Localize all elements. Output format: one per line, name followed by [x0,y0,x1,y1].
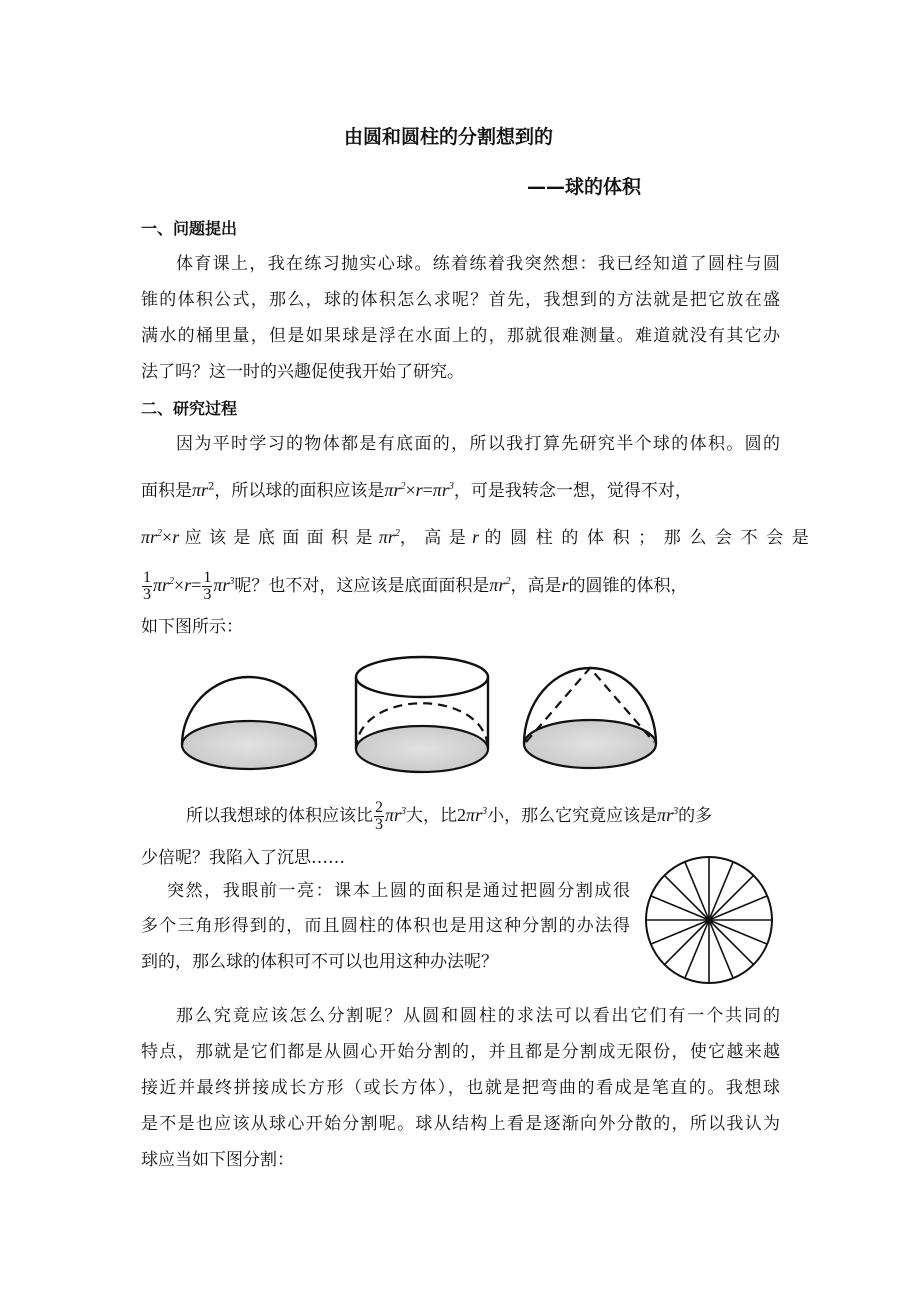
s1-line4: 法了吗？这一时的兴趣促使我开始了研究。 [141,362,464,382]
math-pi-r2-c: $\pi r^2$ [489,575,511,595]
para4-line5: 球应当如下图分割： [141,1150,294,1170]
circle-radius-line [664,875,709,920]
frac-one-third: $\frac{1}{3}$ [143,569,151,603]
circle-radius-line [664,920,709,965]
math-cone-expr: $\pi r^2\times r=$ [153,575,202,595]
frac-one-third-2: $\frac{1}{3}$ [203,569,212,603]
math-2pi-r3: $2\pi r^3$ [457,805,488,825]
divided-circle-figure [640,853,780,988]
hemisphere-cone-figure [518,660,663,780]
s2-line4-b: ，高是 [510,576,562,596]
s1-line1: 体育课上，我在练习抛实心球。练着练着我突然想：我已经知道了圆柱与圆 [176,254,780,274]
page-subtitle: ——球的体积 [527,176,642,198]
s2-after-fig [186,790,712,838]
s2-line2 [141,476,692,502]
math-pi-r3-c: $\pi r^3$ [657,805,679,825]
hemisphere-base [182,721,316,769]
after-fig-a: 所以我想球的体积应该比 [186,806,373,826]
cylinder-figure [350,653,495,783]
math-pi-r2: πr [192,480,209,500]
math-r-2: r [561,575,569,595]
para4-line3: 接近并最终拼接成长方形（或长方体），也就是把弯曲的看成是笔直的。我想球 [141,1078,780,1098]
section1-heading: 一、问题提出 [141,219,238,238]
s1-line2: 锥的体积公式，那么，球的体积怎么求呢？首先，我想到的方法就是把它放在盛 [141,290,780,310]
frac-two-thirds: $\frac{2}{3}$ [375,799,383,833]
math-pi-r2-times-r: $\pi r^2\times r=\pi r^3$ [384,480,454,500]
s1-line3: 满水的桶里量，但是如果球是浮在水面上的，那就很难测量。难道就没有其它办 [141,326,780,346]
math-r: r [472,527,480,547]
s2-line3-a: 应 该 是 底 面 面 积 是 [184,528,374,548]
s2-line3 [141,523,810,549]
page-title: 由圆和圆柱的分割想到的 [344,126,554,148]
after-fig-b: 大，比 [406,806,458,826]
s2-line1: 因为平时学习的物体都是有底面的，所以我打算先研究半个球的体积。圆的 [176,434,780,454]
math-pi-r3: $\pi r^3$ [213,575,235,595]
section2-heading: 二、研究过程 [141,399,238,418]
s2-line3-b: ， 高 是 [399,528,467,548]
hemisphere-figure [175,670,325,780]
sup-2: 2 [208,481,215,493]
math-pi-r2-times-r-2: $\pi r^2\times r$ [141,527,180,547]
s2-line4-a: 呢？也不对，这应该是底面面积是 [234,576,490,596]
para3-line3: 到的，那么球的体积可不可以也用这种办法呢？ [141,952,498,972]
math-pi-r2-b: $\pi r^2$ [378,527,400,547]
cylinder-top [356,657,488,697]
s2-line2-b: ，所以球的面积应该是 [214,481,385,501]
circle-radius-line [709,920,754,965]
s2-after-fig2: 少倍呢？我陷入了沉思…… [141,848,345,868]
para3-line2: 多个三角形得到的，而且圆柱的体积也是用这种分割的办法得 [141,916,630,936]
circle-radius-line [709,875,754,920]
para4-line2: 特点，那就是它们都是从圆心开始分割的，并且都是分割成无限份，使它越来越 [141,1042,780,1062]
s2-line2-a: 面积是 [141,481,192,501]
math-pi-r3-b: $\pi r^3$ [385,805,407,825]
para4-line1: 那么究竟应该怎么分割呢？从圆和圆柱的求法可以看出它们有一个共同的 [176,1006,780,1026]
s2-line4 [141,560,687,608]
s2-line4-c: 的圆锥的体积， [568,576,688,596]
cylinder-base [356,726,488,772]
hemisphere-cone-base [524,720,656,768]
after-fig-c: 小，那么它究竟应该是 [487,806,658,826]
s2-line3-c: 的 圆 柱 的 体 积 ； 那 么 会 不 会 是 [484,528,811,548]
para4-line4: 是不是也应该从球心开始分割呢。球从结构上看是逐渐向外分散的，所以我认为 [141,1114,780,1134]
after-fig-d: 的多 [678,806,713,826]
s2-line2-c: ，可是我转念一想，觉得不对， [453,481,692,501]
para3-line1: 突然，我眼前一亮：课本上圆的面积是通过把圆分割成很 [167,881,630,901]
s2-line5: 如下图所示： [141,617,243,637]
